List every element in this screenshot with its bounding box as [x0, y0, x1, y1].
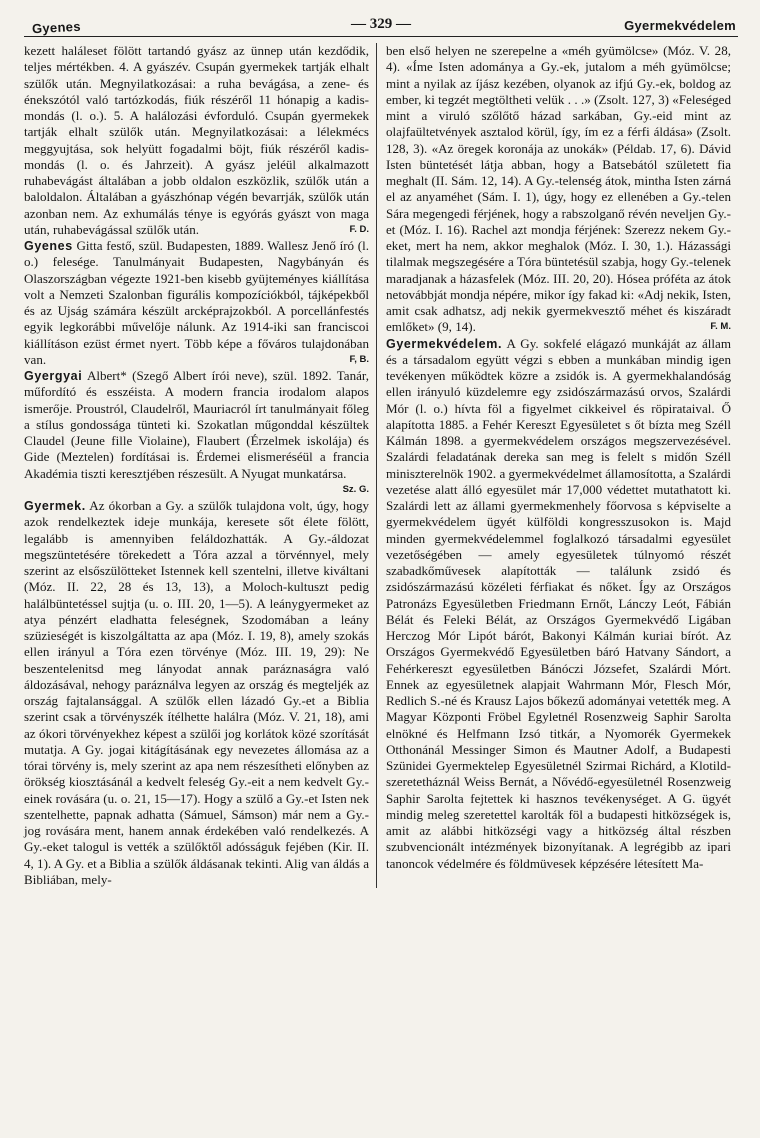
entry-gyermek — [24, 498, 369, 888]
entry-continuation — [24, 43, 369, 238]
entry-gyergyai — [24, 368, 369, 495]
entry-text: kezett haláleset fölött tartandó gyász az ünnep után kezdődik, teljes mértékben. 4. A gyászév. Csupán gyermekek tartják elhalt szülők után. Megnyilatkozásai: a ruha bevágása, a zene- és énekszótól való tartózkodás, fiúk részéről 11 hónapig a kadis-mondás (l. o.). 5. A halálozási évforduló. Csupán gyermekek tartják elhalt szülők után. Megnyilatkozásai: a lélekmécs meggyujtása, sok helyütt fogadalmi böjt, fiúk részéről kadis-mondás (l. o. és Jahrzeit). A gyász jeléül alkalmazott ruhabevágást általában a jobb oldalon eszközlik, szülők után a baloldalon. Általában a gyászhónap végén bevarrják, szülők után azonban nem. Az exhumálás ténye is egyórás gyászt von maga után, ruhabevágással szülők után. — [24, 43, 369, 237]
entry-text: Gitta festő, szül. Budapesten, 1889. Wallesz Jenő író (l. o.) felesége. Tanulmányait Budapesten, Nagybányán és Olaszországban végezte 1921-ben kisebb gyüjteményes kiállítása volt a Nemzeti Szalonban figurális kompozíciókból, tájképekből és az Ujság számára készült arcképrajzokból. A porcellánfestés egyik legkorábbi művelője nálunk. Az 1914-iki san franciscoi kiállításon ezüst érmet nyert. Több képe a főváros tulajdonában van. — [24, 238, 369, 367]
running-header — [24, 10, 738, 37]
right-column — [376, 43, 731, 888]
left-column — [24, 43, 376, 888]
entry-gyermekvedelem — [386, 336, 731, 872]
page-number: — 329 — — [351, 16, 411, 32]
author-initials: F, B. — [349, 353, 369, 365]
entry-text: ben első helyen ne szerepelne a «méh gyümölcse» (Móz. V. 28, 4). «Íme Isten adománya a Gy.-ek, jutalom a méh gyümölcse; mint a nyilak az íjász kezében, olyanok az ifjú Gy.-ek, boldog az ember, ki tegzét megtöltheti velük . . .» (Zsolt. 127, 3) «Feleséged mint a viruló szőlőtő házad sarkában, Gy.-eid mint az olajfaültetvények asztalod körül, így, ím ez a férfi áldása» (Zsolt. 128, 3). «Az öregek koronája az unokák» (Példab. 17, 6). Dávid Isten büntetését látja abban, hogy a Batsebától született fia meghalt (II. Sám. 12, 14). A Gy.-telenség átok, mintha Isten zárná el az anyaméhet (Sám. I. 1), úgy, hogy ez ellenében a Gy.-telen Sára megengedi férjének, hogy a rabszolganő révén neveljen Gy.-et (Móz. I. 16). Rachel azt mondja férjének: Szerezz nekem Gy.-eket, mert ha nem, akkor meghalok (Móz. I. 30, 1.). Házassági tilalmak megszegésére a Tóra büntetésül szabja, hogy Gy.-telenek maradjanak a házasfelek (Móz. III. 20, 20). Hósea próféta az átok netovábbját mondja népére, mikor így fakad ki: «Adj nekik, Isten, amit csak adhatsz, adj nekik gyermekvesztő méhet és kiszáradt emlőket» (9, 14). — [386, 43, 731, 335]
entry-headword: Gyergyai — [24, 369, 83, 383]
entry-gyenes — [24, 238, 369, 368]
running-head-left: Gyenes — [31, 18, 82, 37]
author-initials: F. D. — [349, 223, 369, 235]
entry-headword: Gyermekvédelem. — [386, 336, 503, 351]
author-initials: Sz. G. — [342, 483, 369, 495]
entry-headword: Gyermek. — [24, 499, 86, 513]
author-initials: F. M. — [710, 321, 731, 333]
entry-text: Az ókorban a Gy. a szülők tulajdona volt, úgy, hogy azok rendelkeztek ideje munkája, keresete sőt élete fölött, legalább is amennyiben feláldozhatták. A Gy.-áldozat megszüntetésére törekedett a Tóra azzal a törvénnyel, mely szerint az elsőszülötteket Istennek kell szentelni, illetve kiváltani (Móz. II. 22, 28 és 13, 13), a Moloch-kultuszt pedig halálbüntetéssel sujtja (u. o. III. 20, 1—5). A leánygyermeket az atya pénzért eladhatta feleségnek, Szodomában a leány szüzieségét is kiszolgáltatta az apa (Móz. I. 19, 8), amely szokás ellen irányul a Tóra ezen törvénye (Móz. III. 19, 29): Ne beszentelenitsd meg lányodat annak paráznaságra való áldozásával, nehogy paráználva legyen az ország és megteljék az ország fajtalansággal. A szülők ellen lázadó Gy.-et a Biblia szerint csak a törvényszék ítélhette halálra (Móz. V. 21, 18), ami az ókori törvényekhez képest a szülői jog korlátok közé szorítását mutatja. A Gy. jogai kitágításának egy nevezetes állomása az a tórai törvény is, mely szerint az apa nem részesítheti előnyben az örökség kiosztásánál a kedvelt feleség Gy.-eit a nem kedvelt Gy.-einek rovására (u. o. 21, 15—17). Hogy a szülő a Gy.-et Isten nek szentelhette, papnak adhatta (Sámuel, Sámson) már nem a Gy.-jog rovására ment, hanem annak érdekében való rendelkezés. A Gy.-eket talogul is vették a szülőktől adósságuk fejében (Kir. II. 4, 1). A Gy. et a Biblia a szülők áldásanak tekinti. Alig van áldás a Bibliában, mely- — [24, 498, 370, 887]
running-head-right: Gyermekvédelem — [624, 18, 736, 33]
entry-gyermek-continuation — [386, 43, 731, 336]
entry-headword: Gyenes — [24, 239, 73, 253]
entry-text: A Gy. sokfelé elágazó munkáját az állam és a társadalom együtt végzi s ebben a munkában mindig igen tevékenyen működtek közre a zsidók is. A gyermekhalandóság ellen irányuló küzdelemre egy zsidószármazású orvos, Szalárdi Mór (l. o.) hívta föl a figyelmet cikkeivel és röpirataival. Ő alapította 1885. a Fehér Kereszt Egyesületet s őt bízta meg Széll Kálmán 1898. a gyermekvédelem országos megszervezésével. Szalárdi feladatának dereka san meg is felelt s midőn Széll miniszterelnök 1902. a gyermekvédelmet államosította, a Szalárdi vezetése alatt álló egyesület már 17,000 védettet mutathatott ki. Szalárdi lett az állami gyermekmenhely főorvosa s képviselte a gyermekvédelem ügyét külföldi kongresszusokon is. Majd minden gyermekvédelemmel foglalkozó társadalmi egyesület vezetőségében — amely egyesületek túlnyomó részét szabadkőművesek alapították — találunk zsidó és zsidószármazású közéleti férfiakat és nőket. Így az Országos Patronázs Egyesületben Friedmann Ernőt, Lánczy Leót, Fábián Bélát és Feleki Bélát, az Országos Gyermekvédő Ligában Herczog Mór Lipót bárót, Bakonyi Kálmán kuriai bírót. Az Országos Gyermekvédő Egyesületben báró Hatvany Sándort, a Fehérkereszt egyesületben Bánóczi Józsefet, Szalárdi Mórt. Ennek az egyesületnek alapjait Wahrmann Mór, Flesch Mór, Redlich S.-né és Krausz Lajos bőkezű adományai vetették meg. A Magyar Központi Fröbel Egyletnél Rosenzweig Saphir Sarolta elnökné és Helfmann Izsó titkár, a Nyomorék Gyermekek Otthonánál Messinger Simon és Mautner Adolf, a Budapesti Szünidei Gyermektelep Egyesületnél Szirmai Richárd, a Klotild-szeretetháznál Weiss Bernát, a Nővédő-egyesületnél Rosenzweig Saphir Sarolta fejtettek ki hasznos tevékenységet. A G. ügyét mindig meleg szeretettel karolták föl a budapesti hitközségek is, amit az alábbi hitközségi vagy a hitközség által részben szubvencionált intézmények bizonyítanak. A legrégibb az ipari tanoncok védelmére és földmüvesek képzésére létesített Ma- — [386, 335, 731, 871]
entry-text: Albert* (Szegő Albert írói neve), szül. 1892. Tanár, műfordító és esszéista. A modern francia irodalom alapos ismerője. Proustról, Claudelről, Mauriacról írt tanulmányait főleg a stílus gondossága tünteti ki. Szokatlan műgonddal készültek Claudel (Jeune fille Violaine), Flaubert (Érzelmek iskolája) és Gide (Meztelen) fordításai is. Érdemei elismeréséül a francia Akadémia tiszti keresztjében részesült. A Nyugat munkatársa. — [24, 368, 369, 481]
text-columns — [24, 43, 738, 888]
